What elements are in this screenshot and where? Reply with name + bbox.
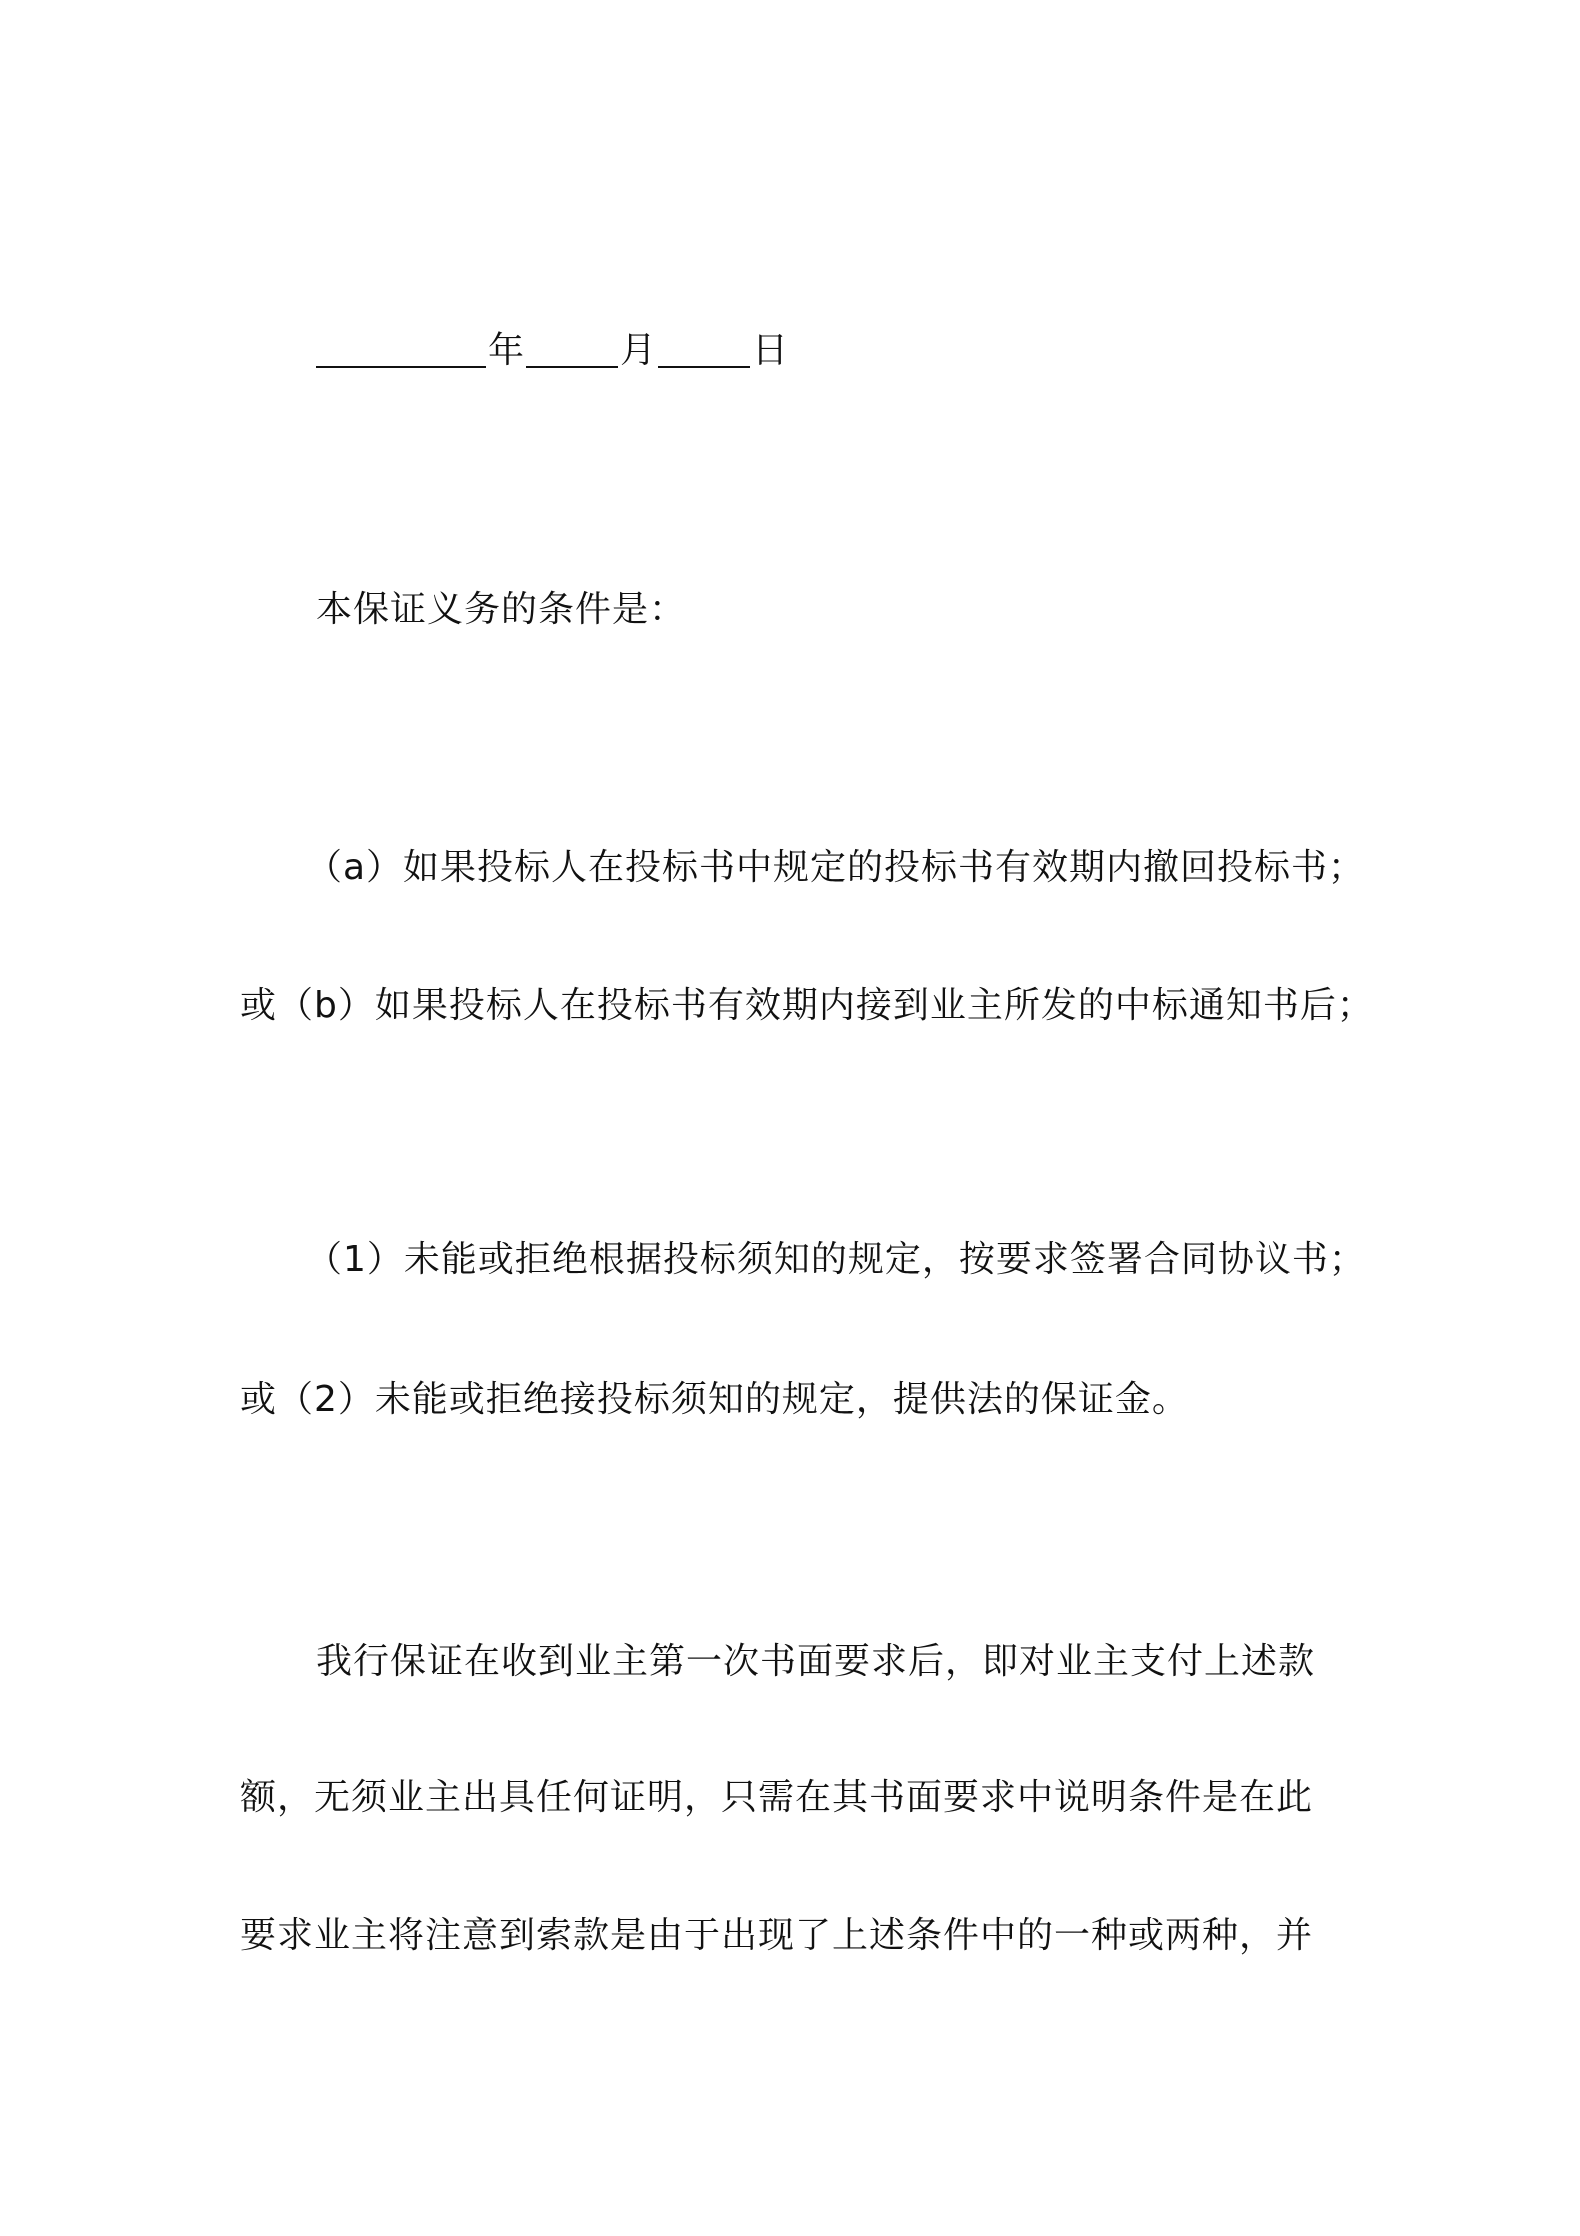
condition-b: 或（b）如果投标人在投标书有效期内接到业主所发的中标通知书后； (240, 985, 1374, 1026)
month-label: 月 (620, 330, 657, 371)
year-blank (316, 326, 486, 368)
guarantee-line-2: 额，无须业主出具任何证明，只需在其书面要求中说明条件是在此 (240, 1777, 1314, 1818)
condition-1: （1）未能或拒绝根据投标须知的规定，按要求签署合同协议书； (306, 1239, 1366, 1280)
condition-2: 或（2）未能或拒绝接投标须知的规定，提供法的保证金。 (240, 1379, 1189, 1420)
condition-a: （a）如果投标人在投标书中规定的投标书有效期内撤回投标书； (306, 847, 1366, 888)
guarantee-line-1: 我行保证在收到业主第一次书面要求后，即对业主支付上述款 (316, 1641, 1316, 1682)
date-line (316, 326, 790, 375)
day-label: 日 (752, 330, 789, 371)
day-blank (658, 326, 750, 368)
year-label: 年 (488, 330, 525, 371)
guarantee-line-3: 要求业主将注意到索款是由于出现了上述条件中的一种或两种，并 (240, 1915, 1314, 1956)
month-blank (526, 326, 618, 368)
conditions-intro: 本保证义务的条件是： (316, 589, 687, 630)
